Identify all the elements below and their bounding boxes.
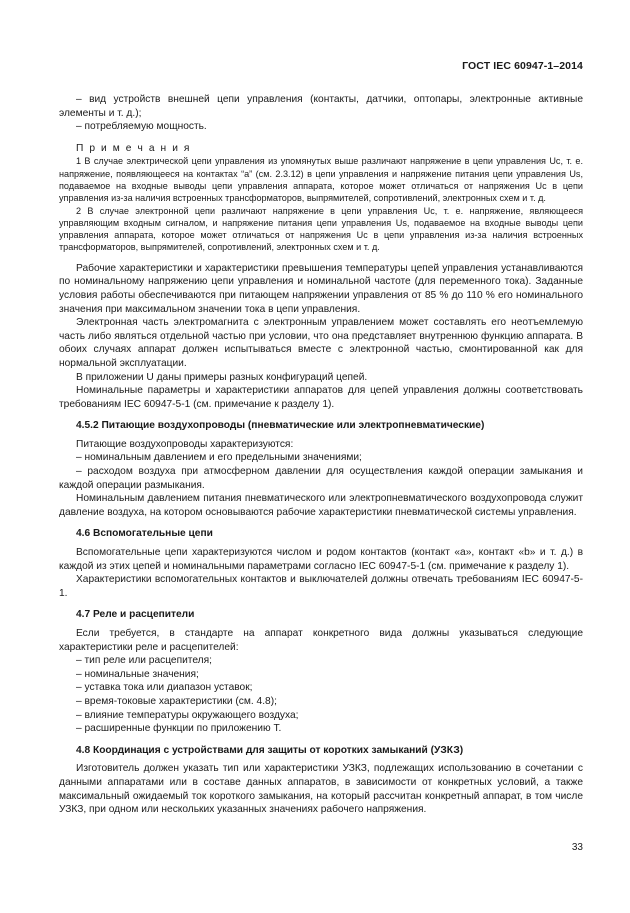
section-heading-4-5-2: 4.5.2 Питающие воздухопроводы (пневматические или электропневматические) [76, 420, 485, 432]
section-heading-4-7: 4.7 Реле и расцепители [76, 609, 195, 621]
paragraph: Если требуется, в стандарте на аппарат конкретного вида должны указываться следующие характеристики реле и расцепителей: [59, 628, 583, 653]
paragraph: Характеристики вспомогательных контактов и выключателей должны отвечать требованиям IEC 60947-5-1. [59, 574, 583, 599]
paragraph: Номинальные параметры и характеристики аппаратов для цепей управления должны соответствовать требованиям IEC 60947-5-1 (см. примечание к разделу 1). [59, 385, 583, 410]
list-item: – время-токовые характеристики (см. 4.8); [76, 695, 277, 707]
note-2: 2 В случае электронной цепи различают напряжение в цепи управления Uc, т. е. напряжение, являющееся управляющим входным сигналом, и напряжение питания цепи управления Us, подаваемое на входные выводы цепи управления аппарата, которое может отличаться от напряжения Uc в цепи управления из-за наличия встроенных трансформаторов, выпрямителей, сопротивлений, электронных схем и т. д. [59, 205, 583, 253]
list-item: – тип реле или расцепителя; [76, 655, 212, 667]
paragraph: В приложении U даны примеры разных конфигураций цепей. [76, 371, 368, 383]
document-body [59, 93, 583, 817]
paragraph: Электронная часть электромагнита с электронным управлением может составлять его неотъемлемую часть либо являться отдельной частью при условии, что она представляет внутреннюю функцию аппарата. В обоих случаях аппарат должен испытываться вместе с электронной частью, смонтированной как для нормальной эксплуатации. [59, 317, 583, 369]
paragraph: Номинальным давлением питания пневматического или электропневматического воздухопровода служит давление воздуха, на котором основываются рабочие характеристики пневматической системы управления. [59, 493, 583, 518]
list-item: – номинальные значения; [76, 668, 199, 680]
paragraph: – потребляемую мощность. [76, 121, 207, 133]
paragraph: Питающие воздухопроводы характеризуются: [76, 438, 294, 450]
paragraph: – номинальным давлением и его предельными значениями; [76, 452, 362, 464]
paragraph: Изготовитель должен указать тип или характеристики УЗКЗ, подлежащих использованию в сочетании с данными аппаратами или в составе данных аппаратов, в зависимости от конкретных условий, а также максимальный ожидаемый ток короткого замыкания, на который рассчитан конкретный аппарат, в том числе УЗКЗ, при одном или нескольких указанных значениях рабочего напряжения. [59, 763, 583, 816]
document-header: ГОСТ IEC 60947-1–2014 [462, 60, 583, 72]
note-1: 1 В случае электрической цепи управления из упомянутых выше различают напряжение в цепи управления Uc, т. е. напряжение, появляющееся на контактах “a” (см. 2.3.12) в цепи управления и напряжение питания цепи управления Us, подаваемое на входные выводы цепи управления аппарата, которое может отличаться от напряжения Uc в цепи управления из-за наличия встроенных трансформаторов, выпрямителей, сопротивлений, электронных схем и т. д. [59, 156, 583, 204]
list-item: – расширенные функции по приложению Т. [76, 723, 282, 735]
paragraph: Рабочие характеристики и характеристики превышения температуры цепей управления устанавливаются по номинальному напряжению цепи управления и номинальной частоте (для переменного тока). Заданные условия работы обеспечиваются при питающем напряжении управления от 85 % до 110 % его номинального значения при максимальном значении тока в цепи управления. [59, 262, 583, 315]
paragraph: Вспомогательные цепи характеризуются числом и родом контактов (контакт «а», контакт «b» и т. д.) в каждой из этих цепей и номинальными параметрами согласно IEC 60947-5-1 (см. примечание к разделу 1). [59, 547, 583, 572]
section-heading-4-8: 4.8 Координация с устройствами для защиты от коротких замыканий (УЗКЗ) [76, 744, 464, 756]
paragraph: – расходом воздуха при атмосферном давлении для осуществления каждой операции замыкания и каждой операции размыкания. [59, 466, 583, 491]
list-item: – влияние температуры окружающего воздуха; [76, 709, 299, 721]
section-heading-4-6: 4.6 Вспомогательные цепи [76, 528, 213, 540]
page-number: 33 [571, 842, 583, 853]
list-item: – уставка тока или диапазон уставок; [76, 682, 253, 694]
paragraph: – вид устройств внешней цепи управления (контакты, датчики, оптопары, электронные активные элементы и т. д.); [59, 94, 583, 119]
notes-title: П р и м е ч а н и я [76, 142, 192, 154]
